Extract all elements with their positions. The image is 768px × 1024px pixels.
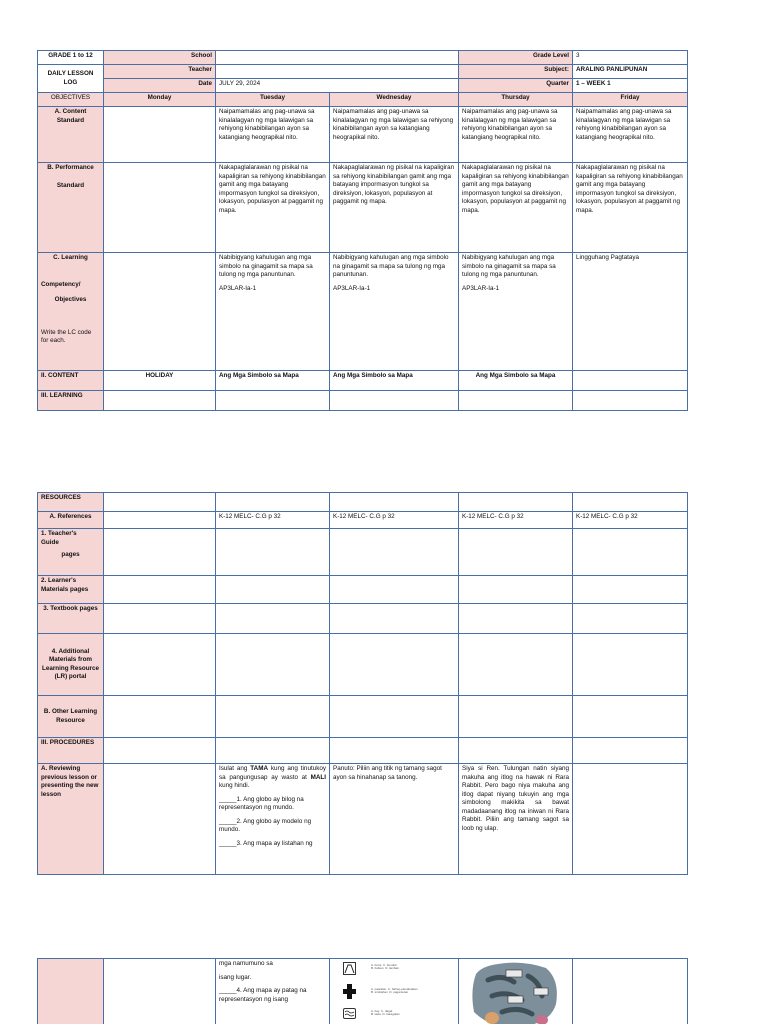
subject-label: Subject:	[459, 65, 573, 79]
quiz-item-3-cont-line2: isang lugar.	[219, 973, 252, 981]
learning-competency-friday[interactable]: Lingguhang Pagtataya	[573, 253, 688, 371]
other-resources-tuesday[interactable]	[216, 696, 330, 738]
procedures-label: III. PROCEDURES	[38, 738, 104, 764]
choice-set-2	[371, 988, 418, 995]
subject-value[interactable]: ARALING PANLIPUNAN	[573, 65, 688, 79]
performance-standard-friday[interactable]: Nakapaglalarawan ng pisikal na kapaligiran sa rehiyong kinabibilangan gamit ang mga batayang impormasyon tungkol sa direksiyon, lokasyon, populasyon at paggamit ng mapa.	[573, 163, 688, 253]
mountain-symbol-icon	[343, 962, 356, 975]
resources-monday[interactable]	[104, 493, 216, 512]
cross-icon-svg	[343, 984, 356, 999]
teachers-guide-friday[interactable]	[573, 529, 688, 576]
lesson-log-table-page2	[37, 492, 688, 875]
teachers-guide-thursday[interactable]	[459, 529, 573, 576]
learning-cell-friday[interactable]	[573, 391, 688, 411]
quiz-item-3: _____3. Ang mapa ay listahan ng	[219, 839, 313, 847]
procedures-wednesday[interactable]	[330, 738, 459, 764]
content-standard-label: A. Content Standard	[38, 107, 104, 163]
procedures-thursday[interactable]	[459, 738, 573, 764]
choice-2b: B. simbahan	[371, 990, 388, 995]
learning-resources-label: III. LEARNING	[38, 391, 104, 411]
content-thursday[interactable]: Ang Mga Simbolo sa Mapa	[459, 371, 573, 391]
textbook-label: 3. Textbook pages	[38, 604, 104, 634]
reviewing-thursday[interactable]: Siya si Ren. Tulungan natin siyang makuha ang itlog na hawak ni Rara Rabbit. Pero bago niya makuha ang itlog dapat niyang tukuyin ang mga simbolong makikita sa bawat madadaanang itlog na iniwan ni Rara Rabbit. Piliin ang tamang sagot sa loob ng ulap.	[459, 764, 573, 875]
choice-1c: C. bundok	[383, 963, 397, 967]
learning-competency-wednesday[interactable]	[330, 253, 459, 371]
procedures-tuesday[interactable]	[216, 738, 330, 764]
col-header-monday: Monday	[104, 93, 216, 107]
other-resources-monday[interactable]	[104, 696, 216, 738]
resources-thursday[interactable]	[459, 493, 573, 512]
col-header-tuesday: Tuesday	[216, 93, 330, 107]
resources-label: RESOURCES	[38, 493, 104, 512]
learners-materials-label: 2. Learner's Materials pages	[38, 576, 104, 604]
textbook-thursday[interactable]	[459, 604, 573, 634]
references-friday[interactable]: K-12 MELC- C.G p 32	[573, 512, 688, 529]
content-friday[interactable]	[573, 371, 688, 391]
choice-3c: C. dagat	[381, 1009, 393, 1013]
textbook-monday[interactable]	[104, 604, 216, 634]
continued-label-cell	[38, 959, 104, 1024]
references-monday[interactable]	[104, 512, 216, 529]
reviewing-friday[interactable]	[573, 764, 688, 875]
teachers-guide-label	[38, 529, 104, 576]
choice-set-3	[371, 1010, 400, 1017]
mountain-icon-svg	[344, 963, 355, 974]
choice-3d: D. karagatan	[382, 1012, 400, 1017]
choice-3b: B. lawa	[371, 1012, 381, 1017]
learning-competency-wednesday-text: Nabibigyang kahulugan ang mga simbolo na ginagamit sa mapa sa tulong ng mga panuntunan.	[333, 254, 449, 278]
other-resources-wednesday[interactable]	[330, 696, 459, 738]
resources-friday[interactable]	[573, 493, 688, 512]
lc-code-thursday: AP3LAR-Ia-1	[462, 284, 500, 292]
references-tuesday[interactable]: K-12 MELC- C.G p 32	[216, 512, 330, 529]
teachers-guide-label-line2: Guide	[41, 538, 59, 546]
content-monday[interactable]: HOLIDAY	[104, 371, 216, 391]
teachers-guide-monday[interactable]	[104, 529, 216, 576]
learning-cell-tuesday[interactable]	[216, 391, 330, 411]
school-field[interactable]	[216, 51, 459, 65]
content-standard-tuesday[interactable]: Naipamamalas ang pag-unawa sa kinalalagyan ng mga lalawigan sa rehiyong kinabibilangan ayon sa katangiang heograpikal nito.	[216, 107, 330, 163]
instr-a: Isulat ang	[219, 765, 251, 772]
reviewing-monday[interactable]	[104, 764, 216, 875]
learning-competency-thursday[interactable]	[459, 253, 573, 371]
instr-c: kung hindi.	[219, 782, 250, 789]
teachers-guide-wednesday[interactable]	[330, 529, 459, 576]
daily-lesson-log-title: DAILY LESSON LOG	[38, 65, 104, 93]
learning-competency-label	[38, 253, 104, 371]
teacher-label: Teacher	[104, 65, 216, 79]
additional-materials-friday[interactable]	[573, 634, 688, 696]
performance-standard-wednesday[interactable]: Nakapaglalarawan ng pisikal na kapaligiran sa rehiyong kinabibilangan gamit ang mga batayang impormasyon tungkol sa direksiyon, lokasyon, populasyon at paggamit ng mapa.	[330, 163, 459, 253]
school-label: School	[104, 51, 216, 65]
performance-standard-thursday[interactable]: Nakapaglalarawan ng pisikal na kapaligiran sa rehiyong kinabibilangan gamit ang mga batayang impormasyon tungkol sa direksiyon, lokasyon, populasyon at paggamit ng mapa.	[459, 163, 573, 253]
grade-level-value[interactable]: 3	[573, 51, 688, 65]
other-resources-label: B. Other Learning Resource	[38, 696, 104, 738]
continued-friday[interactable]	[573, 959, 688, 1024]
col-header-friday: Friday	[573, 93, 688, 107]
choice-1d: D. lambak	[385, 966, 399, 971]
learning-competency-monday[interactable]	[104, 253, 216, 371]
lesson-log-table-page3	[37, 958, 688, 1024]
teachers-guide-label-line3: pages	[61, 551, 80, 558]
choice-1a: A. burol	[371, 963, 382, 967]
additional-materials-monday[interactable]	[104, 634, 216, 696]
choice-2d: D. pagamutan	[389, 990, 409, 995]
continued-thursday[interactable]	[459, 959, 573, 1024]
teachers-guide-label-line1: 1. Teacher's	[41, 530, 77, 537]
egg-maze-illustration	[462, 960, 562, 1024]
hospital-cross-symbol-icon	[343, 984, 356, 999]
other-resources-thursday[interactable]	[459, 696, 573, 738]
choice-set-1	[371, 964, 399, 971]
continued-tuesday[interactable]	[216, 959, 330, 1024]
references-label: A. References	[38, 512, 104, 529]
learning-cell-wednesday[interactable]	[330, 391, 459, 411]
textbook-friday[interactable]	[573, 604, 688, 634]
learners-materials-monday[interactable]	[104, 576, 216, 604]
learning-competency-label-line2: Competency/	[41, 280, 81, 288]
additional-materials-thursday[interactable]	[459, 634, 573, 696]
content-standard-thursday[interactable]: Naipamamalas ang pag-unawa sa kinalalagyan ng mga lalawigan sa rehiyong kinabibilangan ayon sa katangiang heograpikal nito.	[459, 107, 573, 163]
learners-materials-thursday[interactable]	[459, 576, 573, 604]
additional-materials-label: 4. Additional Materials from Learning Resource (LR) portal	[38, 634, 104, 696]
procedures-friday[interactable]	[573, 738, 688, 764]
learning-competency-tuesday-text: Nabibigyang kahulugan ang mga simbolo na ginagamit sa mapa sa tulong ng mga panuntunan.	[219, 254, 313, 278]
references-thursday[interactable]: K-12 MELC- C.G p 32	[459, 512, 573, 529]
additional-materials-tuesday[interactable]	[216, 634, 330, 696]
other-resources-friday[interactable]	[573, 696, 688, 738]
performance-standard-label-line1: B. Performance	[47, 164, 94, 171]
performance-standard-label-line2: Standard	[56, 181, 85, 189]
references-wednesday[interactable]: K-12 MELC- C.G p 32	[330, 512, 459, 529]
continued-wednesday[interactable]	[330, 959, 459, 1024]
choice-1b: B. bulkan	[371, 966, 384, 971]
choice-2a: A. paaralan	[371, 987, 387, 991]
content-standard-monday[interactable]	[104, 107, 216, 163]
performance-standard-label	[38, 163, 104, 253]
learning-cell-thursday[interactable]	[459, 391, 573, 411]
additional-materials-wednesday[interactable]	[330, 634, 459, 696]
reviewing-tuesday-instructions	[219, 765, 326, 791]
procedures-monday[interactable]	[104, 738, 216, 764]
lc-code-note: Write the LC code for each.	[41, 328, 92, 344]
resources-tuesday[interactable]	[216, 493, 330, 512]
teacher-field[interactable]	[216, 65, 459, 79]
learners-materials-tuesday[interactable]	[216, 576, 330, 604]
reviewing-tuesday[interactable]	[216, 764, 330, 875]
quiz-item-1: _____1. Ang globo ay bilog na representasyon ng mundo.	[219, 795, 304, 811]
learning-competency-label-line1: C. Learning	[53, 254, 88, 261]
col-header-thursday: Thursday	[459, 93, 573, 107]
instr-mali: MALI	[310, 773, 326, 781]
date-field[interactable]: JULY 29, 2024	[216, 79, 459, 93]
quiz-item-2: _____2. Ang globo ay modelo ng mundo.	[219, 817, 312, 833]
choice-3a: A. ilog	[371, 1009, 380, 1013]
grade-level-label: Grade Level	[459, 51, 573, 65]
performance-standard-tuesday[interactable]: Nakapaglalarawan ng pisikal na kapaligiran sa rehiyong kinabibilangan gamit ang mga batayang impormasyon tungkol sa direksiyon, lokasyon, populasyon at paggamit ng mapa.	[216, 163, 330, 253]
quiz-item-4: _____4. Ang mapa ay patag na representasyon ng isang	[219, 987, 307, 1003]
quarter-value[interactable]: 1 – WEEK 1	[573, 79, 688, 93]
grade-range-label: GRADE 1 to 12	[38, 51, 104, 65]
performance-standard-monday[interactable]	[104, 163, 216, 253]
content-standard-friday[interactable]: Naipamamalas ang pag-unawa sa kinalalagyan ng mga lalawigan sa rehiyong kinabibilangan ayon sa katangiang heograpikal nito.	[573, 107, 688, 163]
col-header-objectives: OBJECTIVES	[38, 93, 104, 107]
reviewing-wednesday[interactable]: Panuto: Piliin ang titik ng tamang sagot ayon sa hinahanap sa tanong.	[330, 764, 459, 875]
content-standard-wednesday[interactable]: Naipamamalas ang pag-unawa sa kinalalagyan ng mga lalawigan sa rehiyong kinabibilangan ayon sa katangiang heograpikal nito.	[330, 107, 459, 163]
teachers-guide-tuesday[interactable]	[216, 529, 330, 576]
learners-materials-wednesday[interactable]	[330, 576, 459, 604]
learning-competency-label-line3: Objectives	[54, 296, 87, 303]
content-tuesday[interactable]: Ang Mga Simbolo sa Mapa	[216, 371, 330, 391]
lc-code-wednesday: AP3LAR-Ia-1	[333, 284, 371, 292]
learning-cell-monday[interactable]	[104, 391, 216, 411]
instr-b: kung ang tinutukoy sa pangungusap ay wasto at	[219, 765, 326, 781]
col-header-wednesday: Wednesday	[330, 93, 459, 107]
learning-competency-thursday-text: Nabibigyang kahulugan ang mga simbolo na ginagamit sa mapa sa tulong ng mga panuntunan.	[462, 254, 556, 278]
instr-tama: TAMA	[250, 765, 269, 772]
resources-wednesday[interactable]	[330, 493, 459, 512]
date-label: Date	[104, 79, 216, 93]
learners-materials-friday[interactable]	[573, 576, 688, 604]
learning-competency-tuesday[interactable]	[216, 253, 330, 371]
textbook-wednesday[interactable]	[330, 604, 459, 634]
wave-icon-svg	[344, 1009, 355, 1018]
reviewing-label: A. Reviewing previous lesson or presenting the new lesson	[38, 764, 104, 875]
content-label: II. CONTENT	[38, 371, 104, 391]
continued-monday[interactable]	[104, 959, 216, 1024]
textbook-tuesday[interactable]	[216, 604, 330, 634]
lesson-log-table-page1	[37, 50, 688, 411]
choice-2c: C. bahay-pamahalaan	[388, 987, 418, 991]
quarter-label: Quarter	[459, 79, 573, 93]
lake-symbol-icon	[343, 1008, 356, 1019]
quiz-item-3-cont-line1: mga namumuno sa	[219, 960, 273, 967]
content-wednesday[interactable]: Ang Mga Simbolo sa Mapa	[330, 371, 459, 391]
lc-code-tuesday: AP3LAR-Ia-1	[219, 284, 257, 292]
